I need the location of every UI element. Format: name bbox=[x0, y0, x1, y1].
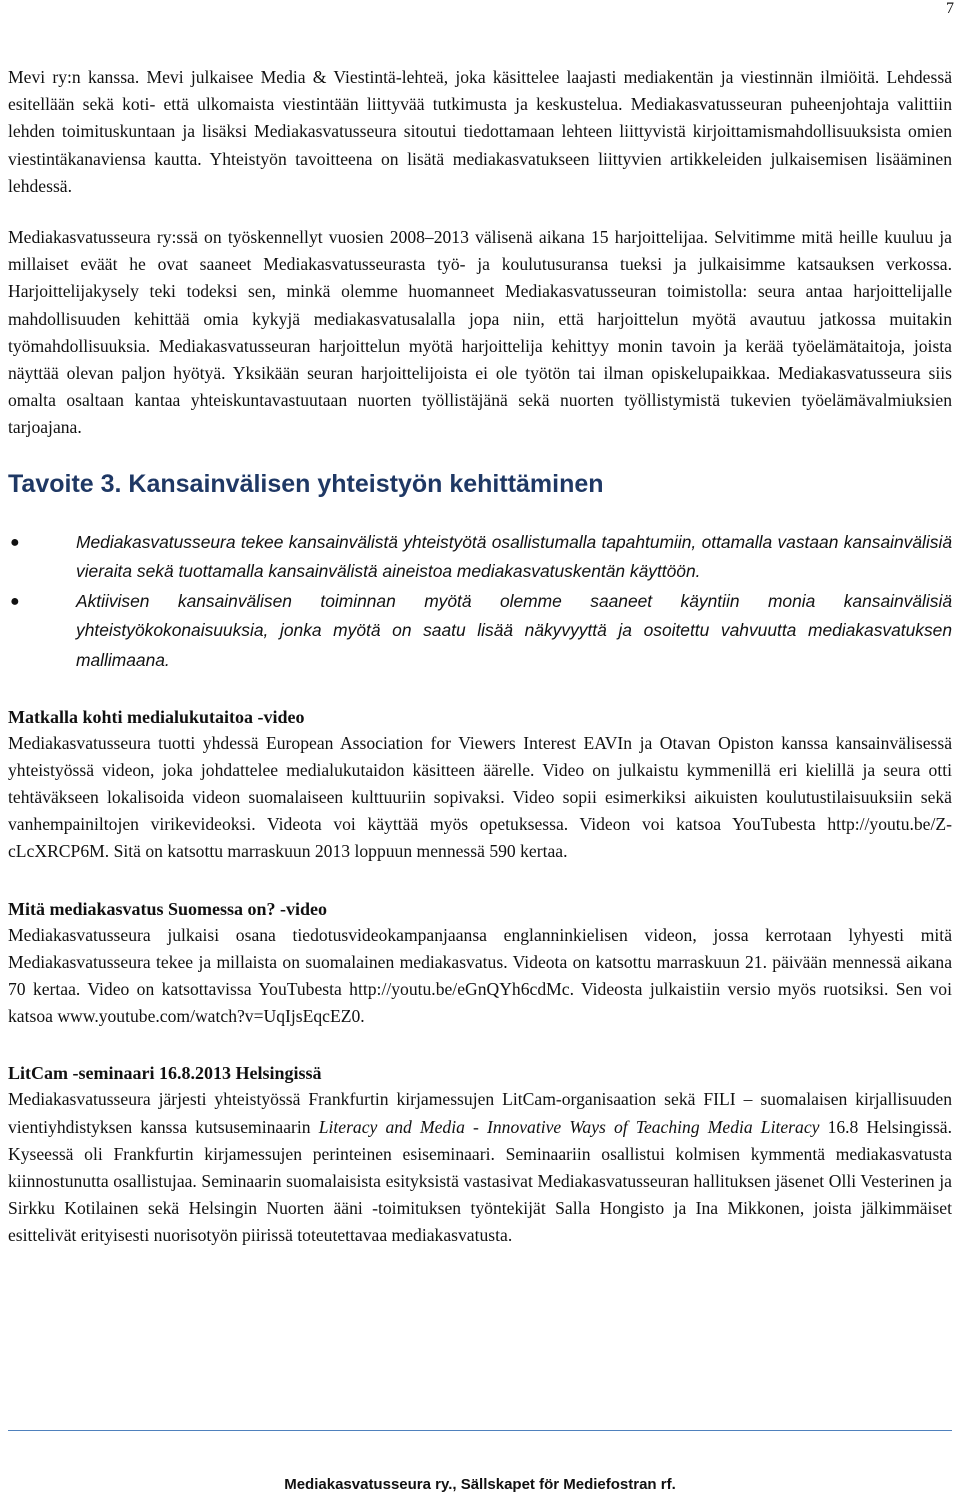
goal-3-list bbox=[8, 528, 952, 676]
list-item-text: Aktiivisen kansainvälisen toiminnan myötä olemme saaneet käyntiin monia kansainvälisiä yhteistyökokonaisuuksia, jonka myötä on saatu lisää näkyvyyttä ja osoitettu vahvuutta mediakasvatuksen mallimaana. bbox=[76, 590, 952, 671]
goal-3-heading: Tavoite 3. Kansainvälisen yhteistyön kehittäminen bbox=[8, 469, 604, 498]
section-heading-media-education-video: Mitä mediakasvatus Suomessa on? -video bbox=[8, 898, 328, 919]
list-item bbox=[8, 528, 952, 587]
footer-divider bbox=[8, 1430, 952, 1431]
litcam-text-start: Mediakasvatusseura järjesti yhteistyössä Frankfurtin kirjamessujen LitCam-organisaation sekä FILI – suomalaisen kirjallisuuden vientiyhdistyksen kanssa kutsuseminaarin bbox=[8, 1089, 952, 1137]
bullet-icon: ● bbox=[10, 533, 20, 551]
section-body-media-literacy-video: Mediakasvatusseura tuotti yhdessä European Association for Viewers Interest EAVIn ja Otavan Opiston kanssa kansainvälisessä yhteistyössä videon, joka johdattelee medialukutaidon käsitteen äärelle. Video on julkaistu kymmenillä eri kielillä ja seura otti tehtäväkseen lokalisoida videon suomalaiseen kulttuuriin sopivaksi. Video sopii esimerkiksi aikuisten koulutustilaisuuksiin sekä vanhempainiltojen virikevideoksi. Videota voi käyttää myös opetuksessa. Videon voi katsoa YouTubesta http://youtu.be/ZcLcXRCP6M. Sitä on katsottu marraskuun 2013 loppuun mennessä 590 kertaa. bbox=[8, 732, 952, 862]
litcam-text-end: 16.8 Helsingissä. Kyseessä oli Frankfurtin kirjamessujen perinteinen esiseminaari. Seminaariin osallistui kolmisen kymmentä mediakasvatusta kiinnostunutta osallistujaa. Seminaarin suomalaisista esityksistä vastasivat Mediakasvatusseuran hallituksen jäsenet Olli Vesterinen ja Sirkku Kotilainen sekä Helsingin Nuorten ääni -toimituksen työntekijät Salla Hongisto ja Ina Mikkonen, joista jälkimmäiset esittelivät erityisesti nuorisotyön piirissä toteutettavaa mediakasvatusta. bbox=[8, 1116, 952, 1246]
page-footer: Mediakasvatusseura ry., Sällskapet för Mediefostran rf. bbox=[284, 1476, 676, 1493]
list-item-text: Mediakasvatusseura tekee kansainvälistä yhteistyötä osallistumalla tapahtumiin, ottamalla vastaan kansainvälisiä vieraita sekä tuottamalla kansainvälistä aineistoa mediakasvatuskentän käyttöön. bbox=[76, 531, 952, 582]
seminar-title: Literacy and Media - Innovative Ways of Teaching Media Literacy bbox=[318, 1116, 820, 1137]
page-content bbox=[8, 64, 952, 1250]
section-body-litcam-seminar bbox=[8, 1086, 952, 1249]
list-item bbox=[8, 587, 952, 676]
paragraph-interns: Mediakasvatusseura ry:ssä on työskennellyt vuosien 2008–2013 välisenä aikana 15 harjoittelijaa. Selvitimme mitä heille kuuluu ja millaiset eväät he ovat saaneet Mediakasvatusseurasta työ- ja koulutusuransa tueksi ja julkaisimme katsauksen verkossa. Harjoittelijakysely teki todeksi sen, minkä olemme huomanneet Mediakasvatusseuran toimistolla: seura antaa harjoittelijalle mahdollisuuden kehittää omia kykyjä mediakasvatusalalla jopa niin, että harjoittelun myötä avautuu jatkossa muitakin työmahdollisuuksia. Mediakasvatusseuran harjoittelun myötä harjoittelija kehittyy monin tavoin ja kerää työelämätaitoja, joista näyttää olevan paljon hyötyä. Yksikään seuran harjoittelijoista ei ole työtön tai ilman opiskelupaikkaa. Mediakasvatusseura siis omalta osaltaan kantaa yhteiskuntavastuutaan nuorten työllistäjänä sekä nuorten työllistymistä tukevien työelämävalmiuksien tarjoajana. bbox=[8, 227, 952, 438]
page-number: 7 bbox=[946, 0, 954, 17]
bullet-icon: ● bbox=[10, 592, 20, 610]
section-heading-litcam-seminar: LitCam -seminaari 16.8.2013 Helsingissä bbox=[8, 1063, 322, 1084]
paragraph-mevi-cooperation: Mevi ry:n kanssa. Mevi julkaisee Media & Viestintä-lehteä, joka käsittelee laajasti mediakentän ja viestinnän ilmiöitä. Lehdessä esitellään sekä koti- että ulkomaista viestintään liittyvää tutkimusta ja keskustelua. Mediakasvatusseuran puheenjohtaja valittiin lehden toimituskuntaan ja lisäksi Mediakasvatusseura sitoutui tiedottamaan lehteen liittyvistä kirjoittamismahdollisuuksista omien viestintäkanaviensa kautta. Yhteistyön tavoitteena on lisätä mediakasvatukseen liittyvien artikkeleiden julkaisemisen lisääminen lehdessä. bbox=[8, 67, 952, 196]
section-heading-media-literacy-video: Matkalla kohti medialukutaitoa -video bbox=[8, 706, 305, 727]
section-body-media-education-video: Mediakasvatusseura julkaisi osana tiedotusvideokampanjaansa englanninkielisen videon, jossa kerrotaan lyhyesti mitä Mediakasvatusseura tekee ja millaista on suomalainen mediakasvatus. Videota on katsottu marraskuun 21. päivään mennessä aikana 70 kertaa. Video on katsottavissa YouTubesta http://youtu.be/eGnQYh6cdMc. Videosta julkaistiin versio myös ruotsiksi. Sen voi katsoa www.youtube.com/watch?v=UqIjsEqcEZ0. bbox=[8, 924, 952, 1027]
